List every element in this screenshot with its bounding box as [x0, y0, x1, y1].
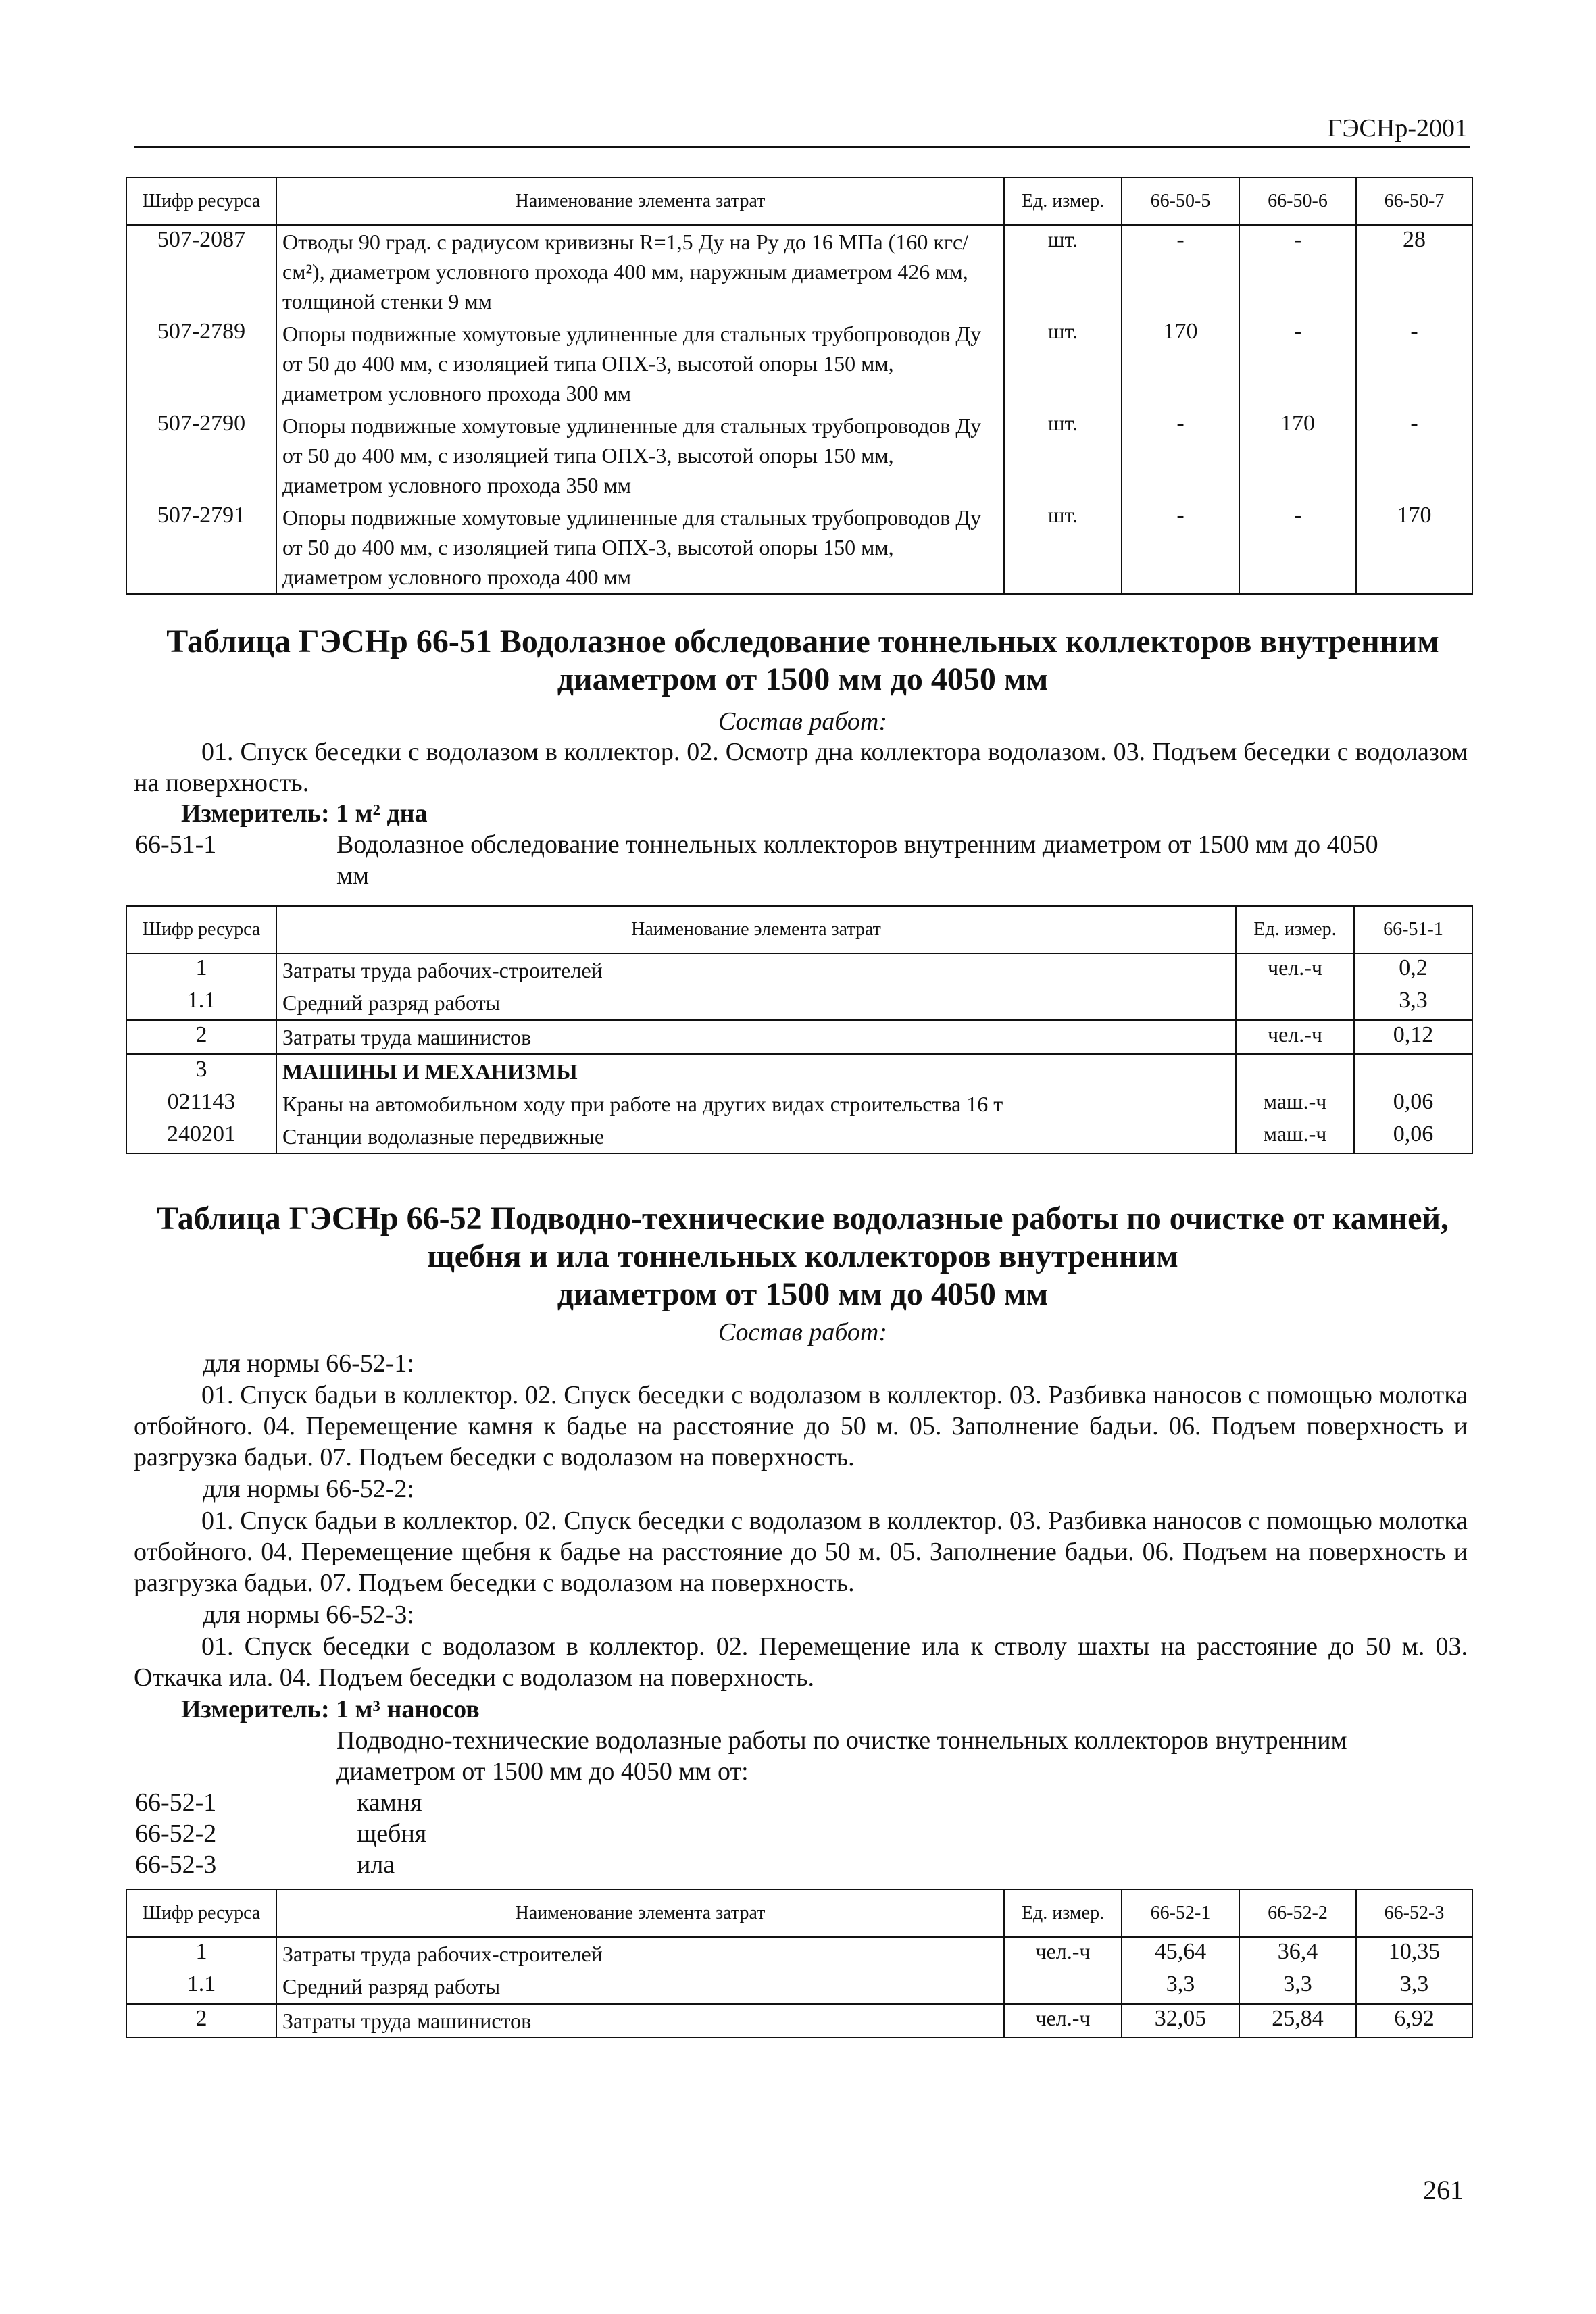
section-51-composition-label: Состав работ: — [718, 707, 888, 736]
norm-66-52-1-composition: 01. Спуск бадьи в коллектор. 02. Спуск беседки с водолазом в коллектор. 03. Разбивка наносов с помощью молотка отбойного. 04. Перемещение камня к бадье на расстояние до 50 м. 05. Заполнение бадьи. 06. Подъем поверхность и разгрузка бадьи. 07. Подъем беседки с водолазом на поверхность. — [134, 1381, 1468, 1472]
table-row: 2 Затраты труда машинистов чел.-ч 0,12 — [126, 1020, 1472, 1055]
table-66-52 — [126, 1889, 1473, 2038]
norm-66-52-1-code: 66-52-1 — [135, 1788, 217, 1817]
norm-66-52-1-label: для нормы 66-52-1: — [203, 1349, 414, 1378]
section-52-measure: Измеритель: 1 м³ наносов — [181, 1695, 480, 1724]
table-row: 1.1 Средний разряд работы 3,3 3,3 3,3 — [126, 1970, 1472, 2004]
col-header-66-52-1: 66-52-1 — [1122, 1890, 1239, 1937]
norm-66-52-3-text: ила — [357, 1851, 395, 1879]
section-52-composition-label: Состав работ: — [718, 1318, 888, 1347]
col-header-code: Шифр ресурса — [126, 906, 276, 953]
table-row: 507-2789 Опоры подвижные хомутовые удлиненные для стальных трубопроводов Ду от 50 до 400 мм, с изоляцией типа ОПХ-3, высотой опоры 150 мм, диаметром условного прохода 300 мм шт. 170 - - — [126, 318, 1472, 409]
norm-66-52-2-text: щебня — [357, 1819, 427, 1848]
col-header-66-51-1: 66-51-1 — [1354, 906, 1472, 953]
table-row: 507-2087 Отводы 90 град. с радиусом кривизны R=1,5 Ду на Ру до 16 МПа (160 кгс/см²), диаметром условного прохода 400 мм, наружным диаметром 426 мм, толщиной стенки 9 мм шт. - - 28 — [126, 225, 1472, 318]
norm-66-51-1-code: 66-51-1 — [135, 830, 217, 859]
table-row: 507-2791 Опоры подвижные хомутовые удлиненные для стальных трубопроводов Ду от 50 до 400 мм, с изоляцией типа ОПХ-3, высотой опоры 150 мм, диаметром условного прохода 400 мм шт. - - 170 — [126, 501, 1472, 594]
col-header-unit: Ед. измер. — [1236, 906, 1354, 953]
col-header-name: Наименование элемента затрат — [276, 178, 1004, 225]
section-51-title-line2: диаметром от 1500 мм до 4050 мм — [557, 661, 1049, 697]
col-header-66-52-3: 66-52-3 — [1356, 1890, 1472, 1937]
col-header-66-50-5: 66-50-5 — [1122, 178, 1239, 225]
page-number: 261 — [1423, 2175, 1464, 2205]
table-66-51 — [126, 905, 1473, 1154]
norm-66-52-1-text: камня — [357, 1788, 422, 1817]
norm-66-51-1-text-line1: Водолазное обследование тоннельных коллекторов внутренним диаметром от 1500 мм до 4050 — [336, 830, 1378, 859]
norm-66-52-3-composition: 01. Спуск беседки с водолазом в коллектор. 02. Перемещение ила к стволу шахты на расстояние до 50 м. 03. Откачка ила. 04. Подъем беседки с водолазом на поверхность. — [134, 1632, 1468, 1692]
section-52-title-line2: щебня и ила тоннельных коллекторов внутренним — [427, 1238, 1178, 1274]
section-51-title-line1: Таблица ГЭСНр 66-51 Водолазное обследование тоннельных коллекторов внутренним — [166, 624, 1439, 659]
norm-66-52-3-label: для нормы 66-52-3: — [203, 1601, 414, 1629]
section-52-intro-line1: Подводно-технические водолазные работы по очистке тоннельных коллекторов внутренним — [336, 1726, 1347, 1755]
col-header-unit: Ед. измер. — [1004, 178, 1122, 225]
section-52-title-line3: диаметром от 1500 мм до 4050 мм — [557, 1276, 1049, 1312]
norm-66-52-2-code: 66-52-2 — [135, 1819, 217, 1848]
table-row: 1.1 Средний разряд работы 3,3 — [126, 986, 1472, 1020]
table-row: 3 МАШИНЫ И МЕХАНИЗМЫ — [126, 1055, 1472, 1088]
col-header-unit: Ед. измер. — [1004, 1890, 1122, 1937]
col-header-code: Шифр ресурса — [126, 1890, 276, 1937]
header-rule — [134, 146, 1470, 148]
section-52-title-line1: Таблица ГЭСНр 66-52 Подводно-технические водолазные работы по очистке от камней, — [156, 1201, 1449, 1236]
table-row: 507-2790 Опоры подвижные хомутовые удлиненные для стальных трубопроводов Ду от 50 до 400 мм, с изоляцией типа ОПХ-3, высотой опоры 150 мм, диаметром условного прохода 350 мм шт. - 170 - — [126, 409, 1472, 501]
norm-66-52-2-label: для нормы 66-52-2: — [203, 1475, 414, 1503]
document-code: ГЭСНр-2001 — [1327, 114, 1468, 143]
col-header-name: Наименование элемента затрат — [276, 1890, 1004, 1937]
table-66-50 — [126, 177, 1473, 595]
table-row: 1 Затраты труда рабочих-строителей чел.-ч 0,2 — [126, 953, 1472, 986]
table-row: 021143 Краны на автомобильном ходу при работе на других видах строительства 16 т маш.-ч 0,06 — [126, 1088, 1472, 1120]
norm-66-52-3-code: 66-52-3 — [135, 1851, 217, 1879]
col-header-code: Шифр ресурса — [126, 178, 276, 225]
table-row: 2 Затраты труда машинистов чел.-ч 32,05 25,84 6,92 — [126, 2004, 1472, 2038]
norm-66-51-1-text-line2: мм — [336, 861, 370, 890]
norm-66-52-2-composition: 01. Спуск бадьи в коллектор. 02. Спуск беседки с водолазом в коллектор. 03. Разбивка наносов с помощью молотка отбойного. 04. Перемещение щебня к бадье на расстояние до 50 м. 05. Заполнение бадьи. 06. Подъем на поверхность и разгрузка бадьи. 07. Подъем беседки с водолазом на поверхность. — [134, 1507, 1468, 1597]
section-51-composition-text: 01. Спуск беседки с водолазом в коллектор. 02. Осмотр дна коллектора водолазом. 03. Подъем беседки с водолазом на поверхность. — [134, 738, 1468, 797]
col-header-66-50-7: 66-50-7 — [1356, 178, 1472, 225]
table-row: 1 Затраты труда рабочих-строителей чел.-ч 45,64 36,4 10,35 — [126, 1937, 1472, 1970]
table-row: 240201 Станции водолазные передвижные маш.-ч 0,06 — [126, 1120, 1472, 1153]
section-52-intro-line2: диаметром от 1500 мм до 4050 мм от: — [336, 1757, 749, 1786]
col-header-66-52-2: 66-52-2 — [1239, 1890, 1356, 1937]
section-51-measure: Измеритель: 1 м² дна — [181, 799, 428, 828]
col-header-name: Наименование элемента затрат — [276, 906, 1236, 953]
col-header-66-50-6: 66-50-6 — [1239, 178, 1356, 225]
